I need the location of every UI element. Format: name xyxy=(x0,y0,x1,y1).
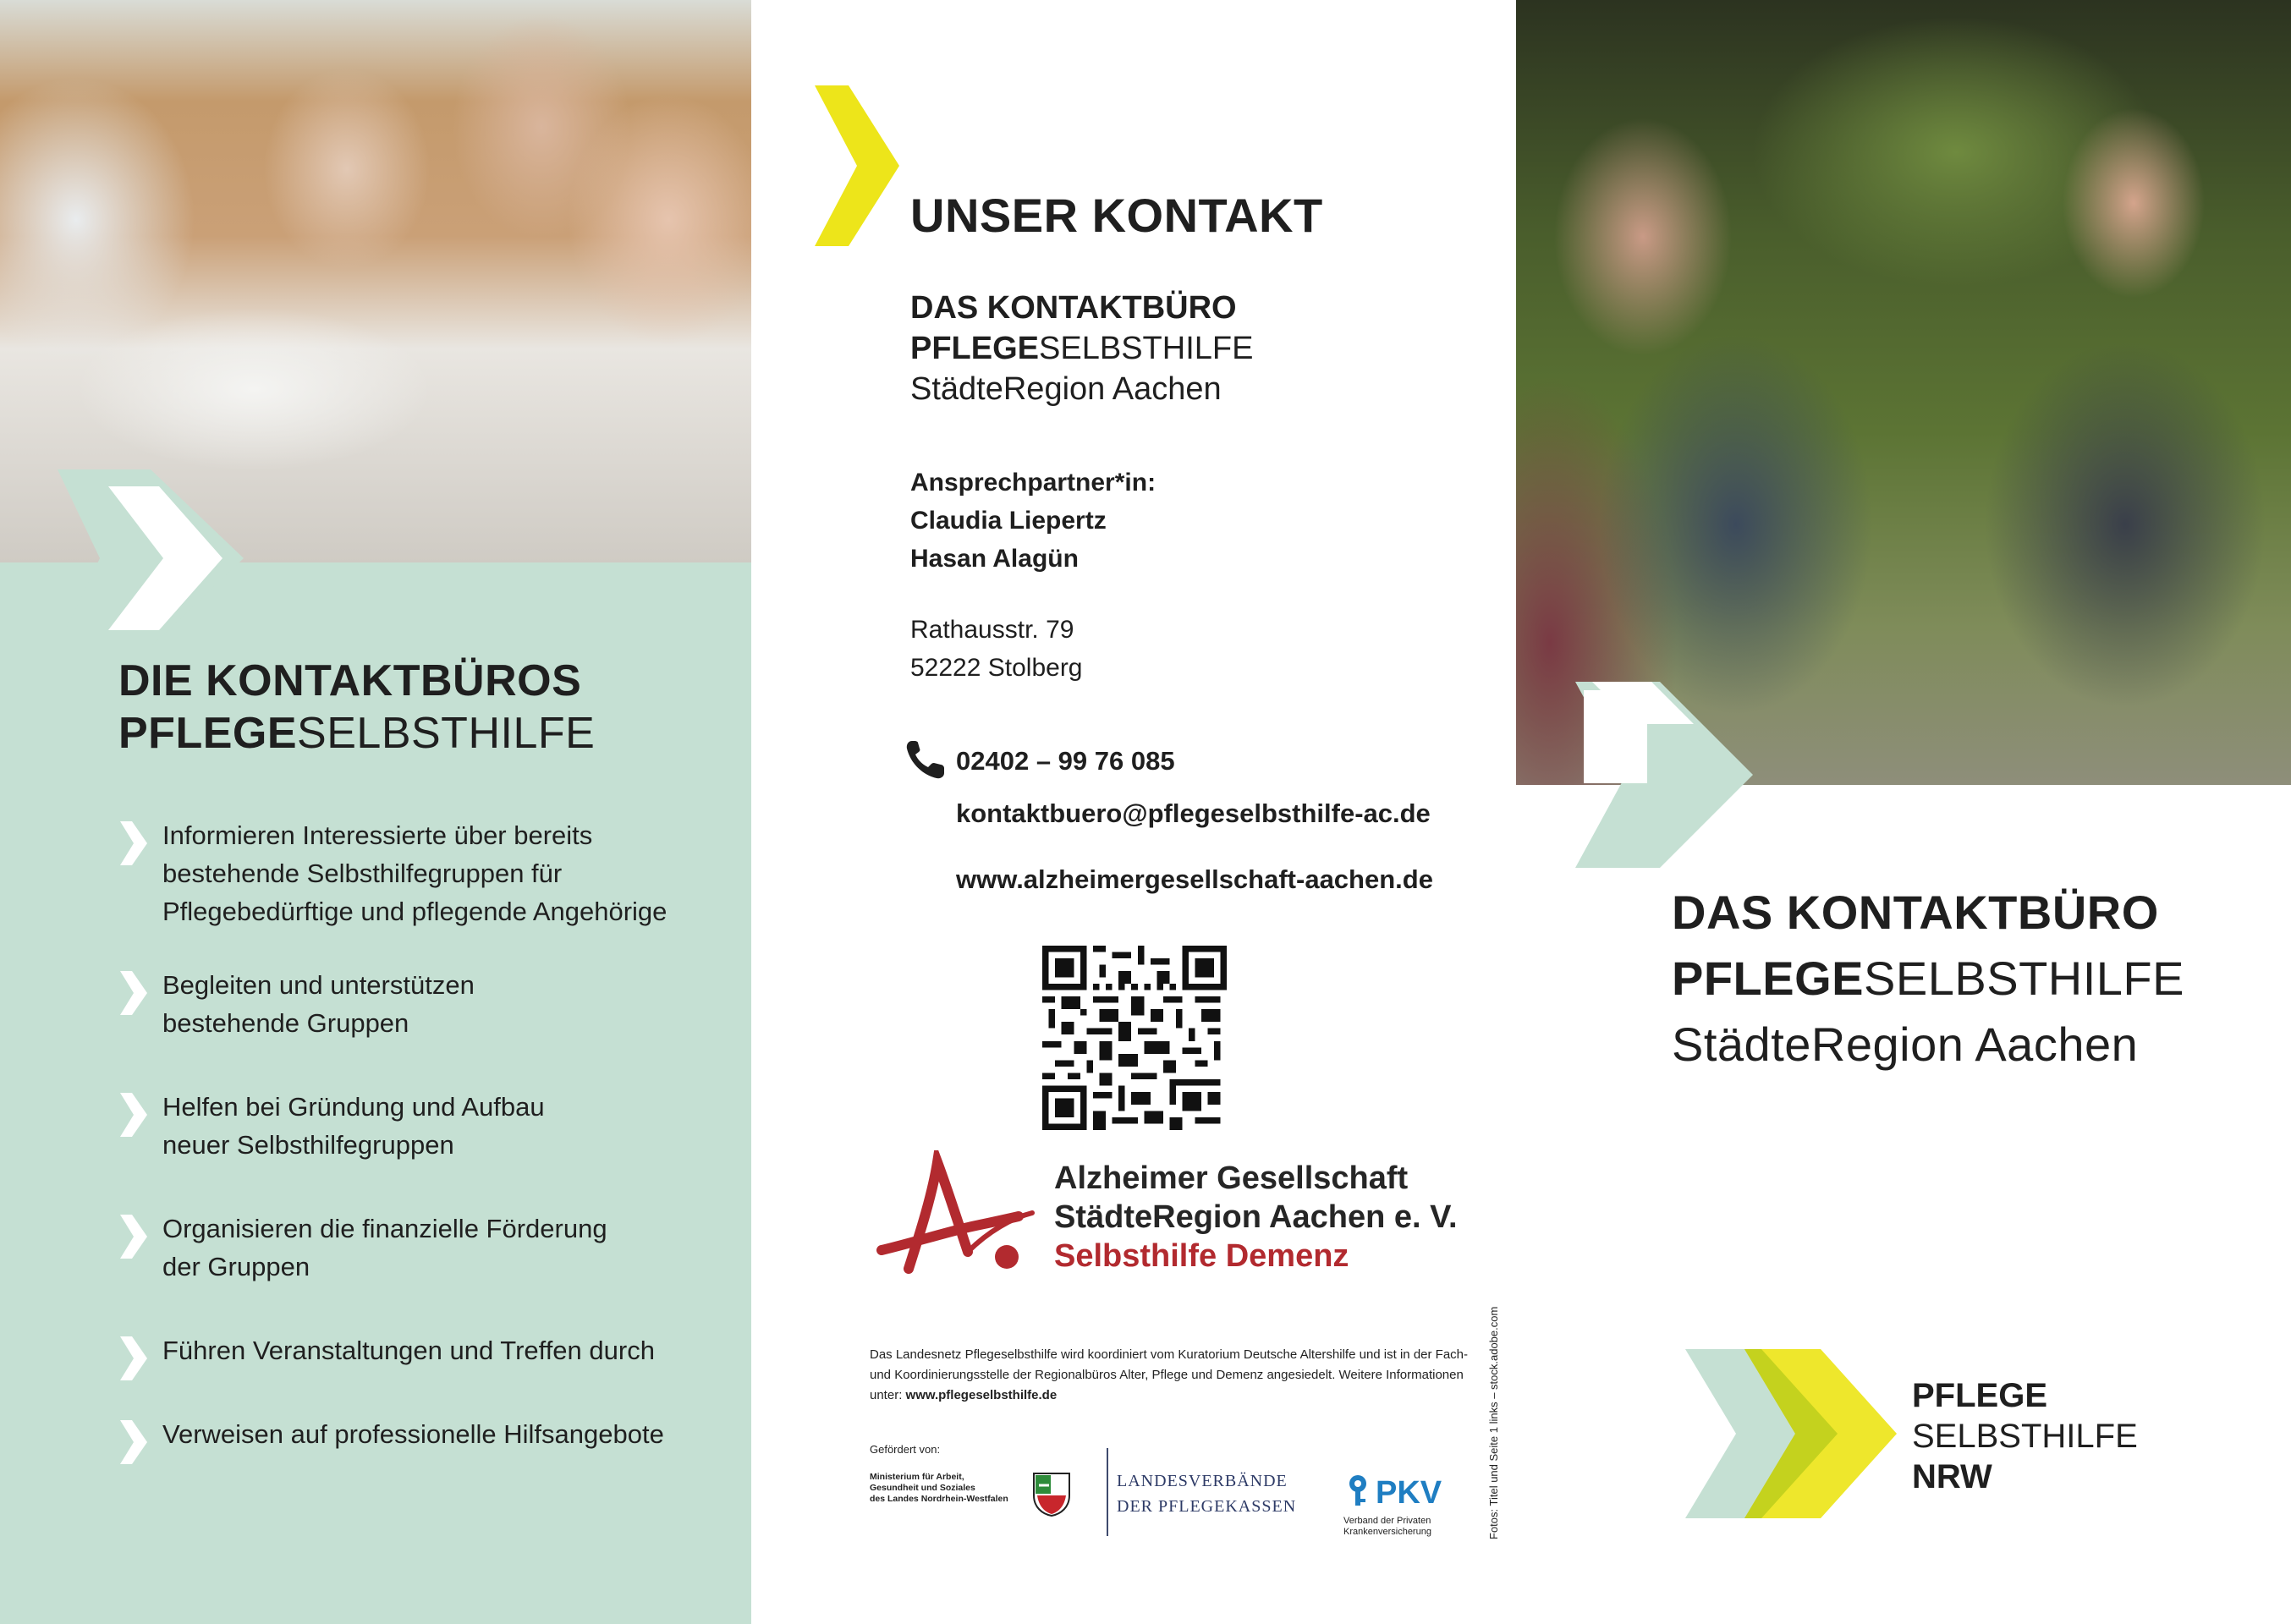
list-item: Organisieren die finanzielle Förderung der Gruppen xyxy=(118,1210,711,1286)
address: Rathausstr. 79 52222 Stolberg xyxy=(910,616,1083,682)
seniors-outdoor-photo xyxy=(1516,0,2291,785)
left-panel-title: DIE KONTAKTBÜROS PFLEGESELBSTHILFE xyxy=(118,656,596,758)
website-link[interactable]: www.alzheimergesellschaft-aachen.de xyxy=(956,864,1433,894)
right-panel xyxy=(1516,0,2291,1624)
chevron-bullet-icon xyxy=(118,1213,149,1270)
contact-persons: Ansprechpartner*in: Claudia Liepertz Hasan Alagün xyxy=(910,469,1156,573)
photo-credit: Fotos: Titel und Seite 1 links – stock.adobe.com xyxy=(1487,1306,1500,1539)
ministry-name: Ministerium für Arbeit, Gesundheit und Soziales des Landes Nordrhein-Westfalen xyxy=(870,1472,1008,1504)
footnote: Das Landesnetz Pflegeselbsthilfe wird koordiniert vom Kuratorium Deutsche Altershilfe und ist in der Fach- und Koordinierungsstelle der Regionalbüros Alter, Pflege und Demenz angesiedelt. Weitere Informationen unter: www.pflegeselbsthilfe.de xyxy=(870,1347,1469,1402)
task-list xyxy=(118,816,711,1453)
pkv-logo: PKV xyxy=(1343,1473,1442,1516)
alzheimer-name-line1: Alzheimer Gesellschaft xyxy=(1054,1160,1409,1196)
left-panel xyxy=(0,0,751,1624)
chevron-bullet-icon xyxy=(118,1335,149,1392)
email-link[interactable]: kontaktbuero@pflegeselbsthilfe-ac.de xyxy=(956,798,1431,828)
mint-chevron-icon xyxy=(1567,673,1770,876)
middle-panel xyxy=(751,0,1516,1624)
alzheimer-gesellschaft-logo-icon xyxy=(870,1150,1039,1290)
list-item: Informieren Interessierte über bereits bestehende Selbsthilfegruppen für Pflegebedürftige und pflegende Angehörige xyxy=(118,816,711,930)
list-item: Begleiten und unterstützen bestehende Gruppen xyxy=(118,966,711,1042)
pflege-selbsthilfe-nrw-logo-icon xyxy=(1677,1341,1905,1539)
chevron-bullet-icon xyxy=(118,969,149,1027)
chevron-bullet-icon xyxy=(118,1418,149,1476)
right-panel-title: DAS KONTAKTBÜRO PFLEGESELBSTHILFE StädteRegion Aachen xyxy=(1672,886,2184,1071)
office-name: DAS KONTAKTBÜRO PFLEGESELBSTHILFE StädteRegion Aachen xyxy=(910,290,1254,407)
pkv-key-icon xyxy=(1343,1473,1372,1516)
alzheimer-name-line2: StädteRegion Aachen e. V. xyxy=(1054,1199,1458,1235)
footnote-link[interactable]: www.pflegeselbsthilfe.de xyxy=(905,1388,1058,1402)
nrw-crest-icon xyxy=(1030,1470,1073,1522)
logo-separator xyxy=(1107,1448,1108,1536)
mint-chevron-icon xyxy=(49,461,269,656)
chevron-bullet-icon xyxy=(118,1091,149,1149)
qr-code[interactable] xyxy=(1042,946,1227,1130)
logo-word-nrw: NRW xyxy=(1912,1458,1992,1495)
logo-word-pflege: PFLEGE xyxy=(1912,1377,2048,1414)
funded-by-label: Gefördert von: xyxy=(870,1443,941,1456)
list-item: Helfen bei Gründung und Aufbau neuer Selbsthilfegruppen xyxy=(118,1088,711,1164)
alzheimer-subline: Selbsthilfe Demenz xyxy=(1054,1238,1349,1274)
pkv-subline: Verband der Privaten Krankenversicherung xyxy=(1343,1516,1431,1537)
yellow-chevron-icon xyxy=(810,81,904,250)
list-item: Führen Veranstaltungen und Treffen durch xyxy=(118,1331,711,1369)
phone-icon xyxy=(904,738,948,786)
list-item: Verweisen auf professionelle Hilfsangebote xyxy=(118,1415,711,1453)
logo-word-selbsthilfe: SELBSTHILFE xyxy=(1912,1418,2138,1455)
contact-heading: UNSER KONTAKT xyxy=(910,189,1323,242)
landesverbaende-logo: LANDESVERBÄNDE DER PFLEGEKASSEN xyxy=(1117,1472,1297,1516)
phone-number[interactable]: 02402 – 99 76 085 xyxy=(956,746,1175,776)
chevron-bullet-icon xyxy=(118,820,149,877)
